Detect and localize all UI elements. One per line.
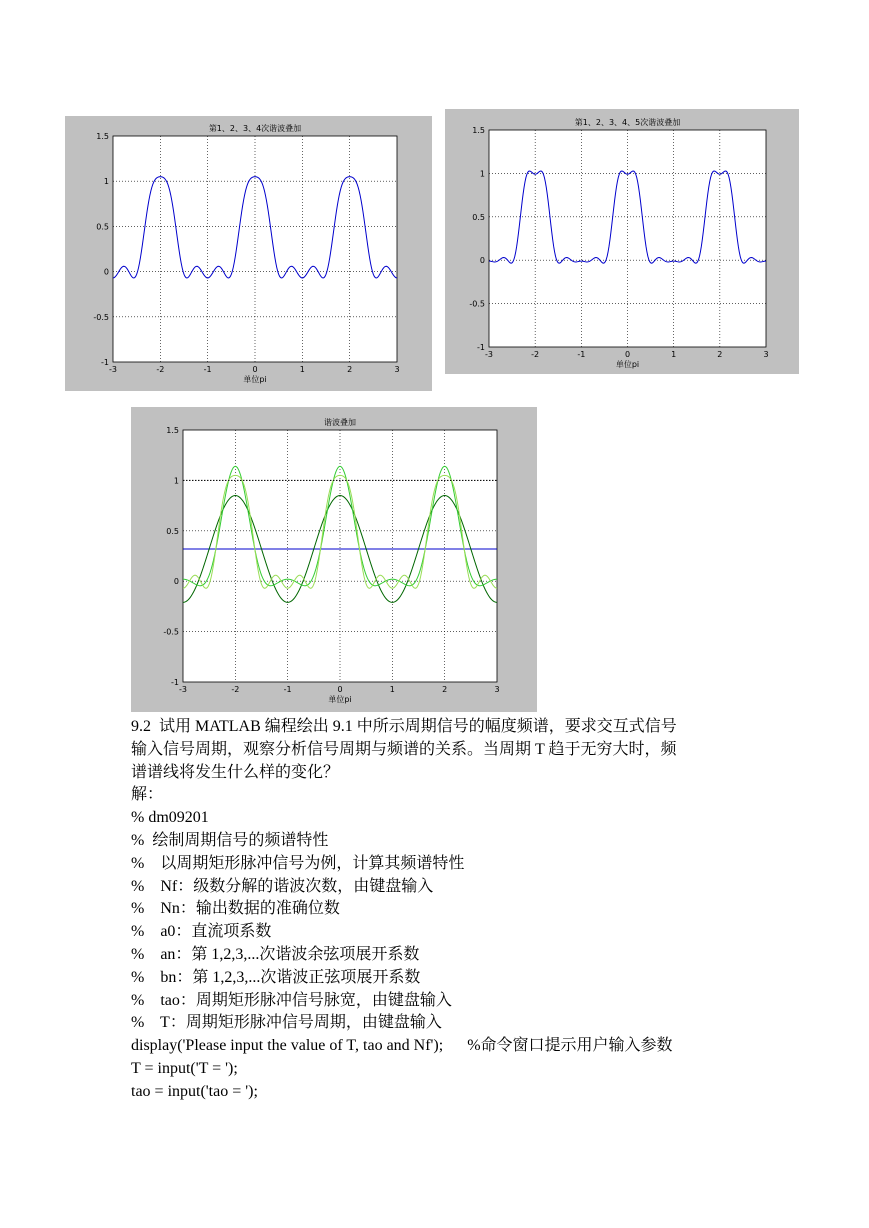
y-tick-label: 0 [173, 577, 179, 587]
figure-harmonics-1-5 [445, 109, 799, 374]
code-line: % bn：第 1,2,3,...次谐波正弦项展开系数 [131, 968, 421, 986]
y-tick-label: -0.5 [469, 299, 485, 309]
x-tick-label: 0 [252, 365, 258, 374]
y-tick-label: 1 [103, 177, 109, 187]
x-tick-label: -1 [203, 365, 212, 374]
code-line: % 以周期矩形脉冲信号为例，计算其频谱特性 [131, 854, 465, 872]
code-line: % an：第 1,2,3,...次谐波余弦项展开系数 [131, 945, 420, 963]
y-tick-label: -1 [171, 678, 179, 687]
y-tick-label: 1.5 [472, 126, 485, 135]
code-line: tao = input('tao = '); [131, 1082, 258, 1100]
code-line: display('Please input the value of T, tao and Nf'); %命令窗口提示用户输入参数 [131, 1037, 673, 1055]
chart-title: 第1、2、3、4、5次谐波叠加 [574, 118, 681, 127]
x-tick-label: 3 [763, 350, 769, 359]
code-line: % a0：直流项系数 [131, 923, 272, 941]
y-tick-label: -0.5 [93, 312, 109, 322]
y-tick-label: 1 [173, 476, 179, 486]
code-line: % Nn：输出数据的准确位数 [131, 900, 340, 918]
x-tick-label: 3 [494, 685, 500, 694]
figure-harmonic-superposition [131, 407, 537, 712]
x-tick-label: -2 [156, 365, 165, 374]
y-tick-label: 0 [103, 267, 109, 277]
figure-harmonics-1-4 [65, 116, 432, 391]
code-line: % T：周期矩形脉冲信号周期，由键盘输入 [131, 1014, 442, 1032]
exercise-text [131, 716, 771, 1104]
x-tick-label: -1 [283, 685, 292, 694]
y-tick-label: 1.5 [166, 426, 179, 435]
text-line: 9.2 试用 MATLAB 编程绘出 9.1 中所示周期信号的幅度频谱，要求交互式信号 [131, 718, 677, 735]
x-tick-label: -3 [485, 350, 493, 359]
x-tick-label: 1 [671, 350, 677, 359]
y-tick-label: -1 [477, 343, 485, 352]
y-tick-label: 0.5 [96, 222, 109, 232]
plot-harmonics-1-4 [65, 116, 432, 391]
x-tick-label: 1 [389, 685, 395, 694]
x-tick-label: -1 [577, 350, 586, 359]
x-tick-label: -3 [109, 365, 117, 374]
x-tick-label: 2 [347, 365, 353, 374]
y-tick-label: -0.5 [163, 627, 179, 637]
x-tick-label: 0 [624, 350, 631, 359]
code-line: % 绘制周期信号的频谱特性 [131, 831, 329, 849]
x-tick-label: 2 [717, 350, 723, 359]
plot-harmonics-1-5 [445, 109, 799, 374]
x-tick-label: 2 [442, 685, 448, 694]
x-tick-label: -2 [231, 685, 240, 694]
y-tick-label: 1 [479, 169, 485, 179]
code-line: % dm09201 [131, 809, 209, 827]
plot-harmonic-superposition [131, 407, 537, 712]
x-tick-label: 0 [337, 685, 343, 694]
x-tick-label: -3 [179, 685, 187, 694]
text-line: 解： [131, 786, 164, 804]
y-tick-label: -1 [101, 358, 109, 367]
x-axis-label: 单位pi [328, 695, 352, 704]
x-tick-label: 1 [299, 365, 305, 374]
code-line: T = input('T = '); [131, 1059, 238, 1077]
code-line: % Nf：级数分解的谐波次数，由键盘输入 [131, 877, 434, 895]
x-axis-label: 单位pi [615, 360, 640, 369]
y-tick-label: 1.5 [96, 132, 109, 141]
y-tick-label: 0.5 [166, 526, 179, 536]
x-axis-label: 单位pi [243, 375, 267, 384]
x-tick-label: 3 [394, 365, 400, 374]
code-line: % tao：周期矩形脉冲信号脉宽，由键盘输入 [131, 991, 452, 1009]
chart-title: 谐波叠加 [324, 418, 356, 427]
text-line: 输入信号周期，观察分析信号周期与频谱的关系。当周期 T 趋于无穷大时，频 [131, 740, 677, 758]
chart-title: 第1、2、3、4次谐波叠加 [208, 124, 302, 133]
y-tick-label: 0.5 [472, 212, 485, 222]
text-line: 谱谱线将发生什么样的变化？ [131, 763, 340, 781]
y-tick-label: 0 [479, 256, 485, 266]
x-tick-label: -2 [531, 350, 540, 359]
